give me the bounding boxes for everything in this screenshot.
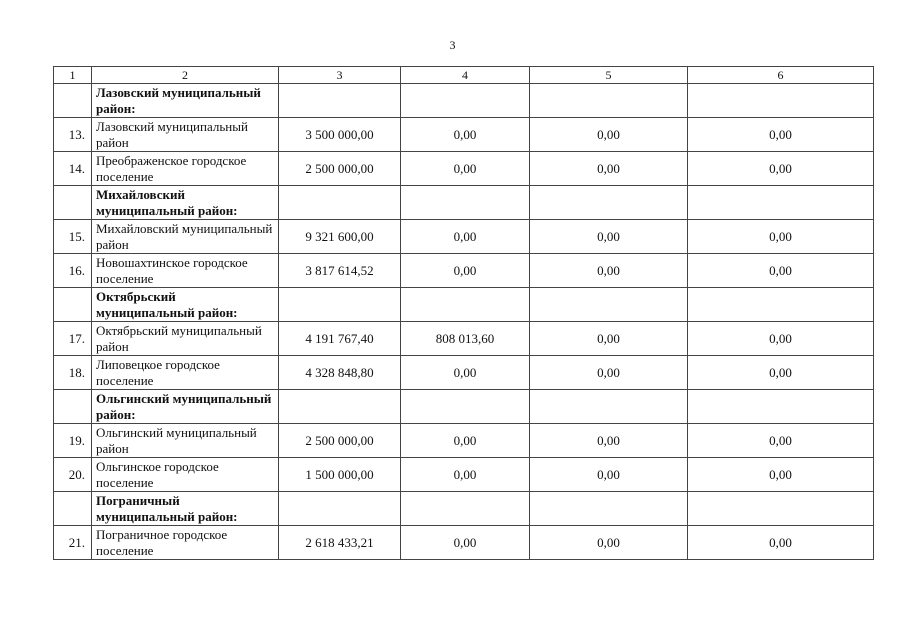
recipient-name-text: Ольгинский муниципальный район xyxy=(96,424,257,456)
amount-col5-text: 0,00 xyxy=(597,160,620,176)
amount-col3-text: 9 321 600,00 xyxy=(305,228,374,244)
table-section-row xyxy=(54,288,874,322)
amount-col3-cell xyxy=(279,424,401,458)
amount-col5-cell xyxy=(530,186,688,220)
amount-col4-text: 0,00 xyxy=(453,262,477,278)
recipient-name-cell xyxy=(92,458,279,492)
amount-col3-text: 2 618 433,21 xyxy=(305,534,374,550)
amount-col3-cell xyxy=(279,220,401,254)
column-header-3: 3 xyxy=(279,67,401,84)
table-row xyxy=(54,254,874,288)
row-number-cell xyxy=(54,118,92,152)
amount-col4-cell xyxy=(401,458,530,492)
amount-col5-text: 0,00 xyxy=(597,228,620,244)
row-number-cell xyxy=(54,492,92,526)
amount-col3-cell xyxy=(279,186,401,220)
amount-col6-cell xyxy=(688,152,874,186)
amount-col5-cell xyxy=(530,118,688,152)
amount-col6-text: 0,00 xyxy=(769,160,792,176)
recipient-name-cell xyxy=(92,254,279,288)
recipient-name-text: Михайловский муниципальный район xyxy=(96,220,273,252)
recipient-name-cell xyxy=(92,118,279,152)
amount-col4-cell xyxy=(401,492,530,526)
recipient-name-text: Преображенское городское поселение xyxy=(96,152,247,184)
row-number-text xyxy=(85,297,87,312)
recipient-name-cell xyxy=(92,424,279,458)
amount-col3-cell xyxy=(279,84,401,118)
row-number-cell xyxy=(54,84,92,118)
amount-col5-text: 0,00 xyxy=(597,126,620,142)
amount-col6-text: 0,00 xyxy=(769,126,792,142)
district-heading-cell xyxy=(92,84,279,118)
district-heading-cell xyxy=(92,492,279,526)
amount-col6-cell xyxy=(688,492,874,526)
row-number-text: 14. xyxy=(68,160,85,176)
amount-col4-cell xyxy=(401,424,530,458)
district-heading-cell xyxy=(92,186,279,220)
amount-col5-cell xyxy=(530,356,688,390)
amount-col6-cell xyxy=(688,288,874,322)
amount-col4-cell xyxy=(401,356,530,390)
row-number-text: 18. xyxy=(68,364,85,380)
amount-col6-text: 0,00 xyxy=(769,466,792,482)
amount-col6-text: 0,00 xyxy=(769,228,792,244)
amount-col4-text: 0,00 xyxy=(453,534,477,550)
table-section-row xyxy=(54,492,874,526)
row-number-cell xyxy=(54,390,92,424)
amount-col4-cell xyxy=(401,390,530,424)
row-number-cell xyxy=(54,458,92,492)
amount-col3-text: 3 817 614,52 xyxy=(305,262,374,278)
district-heading-cell xyxy=(92,288,279,322)
row-number-text xyxy=(85,501,87,516)
amount-col6-cell xyxy=(688,356,874,390)
row-number-text: 19. xyxy=(68,432,85,448)
amount-col4-cell xyxy=(401,84,530,118)
amount-col5-text: 0,00 xyxy=(597,330,620,346)
amount-col4-text: 0,00 xyxy=(453,160,477,176)
column-header-6: 6 xyxy=(688,67,874,84)
amount-col4-cell xyxy=(401,152,530,186)
row-number-cell xyxy=(54,288,92,322)
table-section-row xyxy=(54,84,874,118)
amount-col3-text: 2 500 000,00 xyxy=(305,160,374,176)
page-number: 3 xyxy=(449,38,456,52)
district-heading-text: Ольгинский муниципальный район: xyxy=(96,390,272,422)
table-row xyxy=(54,424,874,458)
amount-col3-cell xyxy=(279,356,401,390)
table-section-row xyxy=(54,186,874,220)
amount-col5-cell xyxy=(530,526,688,560)
amount-col3-text: 3 500 000,00 xyxy=(305,126,374,142)
row-number-cell xyxy=(54,526,92,560)
amount-col4-text: 808 013,60 xyxy=(435,330,495,346)
amount-col5-text: 0,00 xyxy=(597,262,620,278)
amount-col5-cell xyxy=(530,390,688,424)
row-number-text: 13. xyxy=(68,126,85,142)
amount-col3-cell xyxy=(279,526,401,560)
amount-col3-cell xyxy=(279,254,401,288)
amount-col3-text: 4 328 848,80 xyxy=(305,364,374,380)
amount-col3-cell xyxy=(279,118,401,152)
amount-col6-cell xyxy=(688,390,874,424)
amount-col5-cell xyxy=(530,492,688,526)
column-header-5: 5 xyxy=(530,67,688,84)
amount-col6-cell xyxy=(688,322,874,356)
amount-col6-cell xyxy=(688,118,874,152)
allocation-table xyxy=(53,66,874,560)
table-row xyxy=(54,220,874,254)
amount-col6-text: 0,00 xyxy=(769,364,792,380)
amount-col4-text: 0,00 xyxy=(453,228,477,244)
amount-col4-text: 0,00 xyxy=(453,432,477,448)
amount-col4-cell xyxy=(401,220,530,254)
district-heading-text: Октябрьский муниципальный район: xyxy=(96,288,238,320)
district-heading-text: Михайловский муниципальный район: xyxy=(96,186,238,218)
row-number-cell xyxy=(54,186,92,220)
amount-col5-text: 0,00 xyxy=(597,432,620,448)
amount-col6-text: 0,00 xyxy=(769,534,792,550)
row-number-text: 17. xyxy=(68,330,85,346)
amount-col4-cell xyxy=(401,118,530,152)
amount-col6-text: 0,00 xyxy=(769,262,792,278)
amount-col5-cell xyxy=(530,220,688,254)
recipient-name-text: Пограничное городское поселение xyxy=(96,526,228,558)
row-number-text xyxy=(85,195,87,210)
row-number-text: 15. xyxy=(68,228,85,244)
amount-col4-cell xyxy=(401,288,530,322)
district-heading-cell xyxy=(92,390,279,424)
row-number-cell xyxy=(54,254,92,288)
amount-col3-cell xyxy=(279,458,401,492)
amount-col4-text: 0,00 xyxy=(453,126,477,142)
amount-col4-text: 0,00 xyxy=(453,466,477,482)
row-number-text: 21. xyxy=(68,534,85,550)
amount-col5-cell xyxy=(530,84,688,118)
amount-col6-cell xyxy=(688,458,874,492)
column-number-header-row xyxy=(54,67,874,84)
amount-col4-cell xyxy=(401,186,530,220)
amount-col5-text: 0,00 xyxy=(597,364,620,380)
row-number-cell xyxy=(54,424,92,458)
amount-col3-text: 2 500 000,00 xyxy=(305,432,374,448)
recipient-name-cell xyxy=(92,526,279,560)
amount-col5-cell xyxy=(530,424,688,458)
amount-col6-text: 0,00 xyxy=(769,432,792,448)
column-header-2: 2 xyxy=(92,67,279,84)
recipient-name-text: Октябрьский муниципальный район xyxy=(96,322,262,354)
amount-col5-text: 0,00 xyxy=(597,466,620,482)
table-body xyxy=(54,67,874,560)
row-number-text: 20. xyxy=(68,466,85,482)
amount-col6-cell xyxy=(688,186,874,220)
table-section-row xyxy=(54,390,874,424)
amount-col4-cell xyxy=(401,526,530,560)
amount-col3-text: 4 191 767,40 xyxy=(305,330,374,346)
row-number-cell xyxy=(54,356,92,390)
table-row xyxy=(54,526,874,560)
district-heading-text: Пограничный муниципальный район: xyxy=(96,492,238,524)
amount-col5-cell xyxy=(530,322,688,356)
amount-col4-text: 0,00 xyxy=(453,364,477,380)
amount-col6-text: 0,00 xyxy=(769,330,792,346)
row-number-text xyxy=(85,93,87,108)
recipient-name-cell xyxy=(92,322,279,356)
amount-col5-cell xyxy=(530,152,688,186)
amount-col5-text: 0,00 xyxy=(597,534,620,550)
table-row xyxy=(54,356,874,390)
amount-col3-cell xyxy=(279,322,401,356)
column-header-4: 4 xyxy=(401,67,530,84)
table-row xyxy=(54,118,874,152)
amount-col6-cell xyxy=(688,254,874,288)
district-heading-text: Лазовский муниципальный район: xyxy=(96,84,261,116)
row-number-text: 16. xyxy=(68,262,85,278)
amount-col4-cell xyxy=(401,254,530,288)
column-header-1: 1 xyxy=(54,67,92,84)
recipient-name-text: Лазовский муниципальный район xyxy=(96,118,248,150)
amount-col6-cell xyxy=(688,220,874,254)
table-row xyxy=(54,322,874,356)
amount-col3-cell xyxy=(279,152,401,186)
recipient-name-cell xyxy=(92,220,279,254)
amount-col3-cell xyxy=(279,390,401,424)
recipient-name-text: Новошахтинское городское поселение xyxy=(96,254,248,286)
amount-col6-cell xyxy=(688,84,874,118)
recipient-name-text: Липовецкое городское поселение xyxy=(96,356,220,388)
amount-col6-cell xyxy=(688,526,874,560)
table-row xyxy=(54,458,874,492)
recipient-name-text: Ольгинское городское поселение xyxy=(96,458,219,490)
amount-col5-cell xyxy=(530,458,688,492)
amount-col3-cell xyxy=(279,492,401,526)
row-number-text xyxy=(85,399,87,414)
row-number-cell xyxy=(54,322,92,356)
amount-col3-text: 1 500 000,00 xyxy=(305,466,374,482)
amount-col3-cell xyxy=(279,288,401,322)
recipient-name-cell xyxy=(92,152,279,186)
amount-col6-cell xyxy=(688,424,874,458)
row-number-cell xyxy=(54,152,92,186)
amount-col4-cell xyxy=(401,322,530,356)
amount-col5-cell xyxy=(530,288,688,322)
recipient-name-cell xyxy=(92,356,279,390)
table-row xyxy=(54,152,874,186)
row-number-cell xyxy=(54,220,92,254)
amount-col5-cell xyxy=(530,254,688,288)
